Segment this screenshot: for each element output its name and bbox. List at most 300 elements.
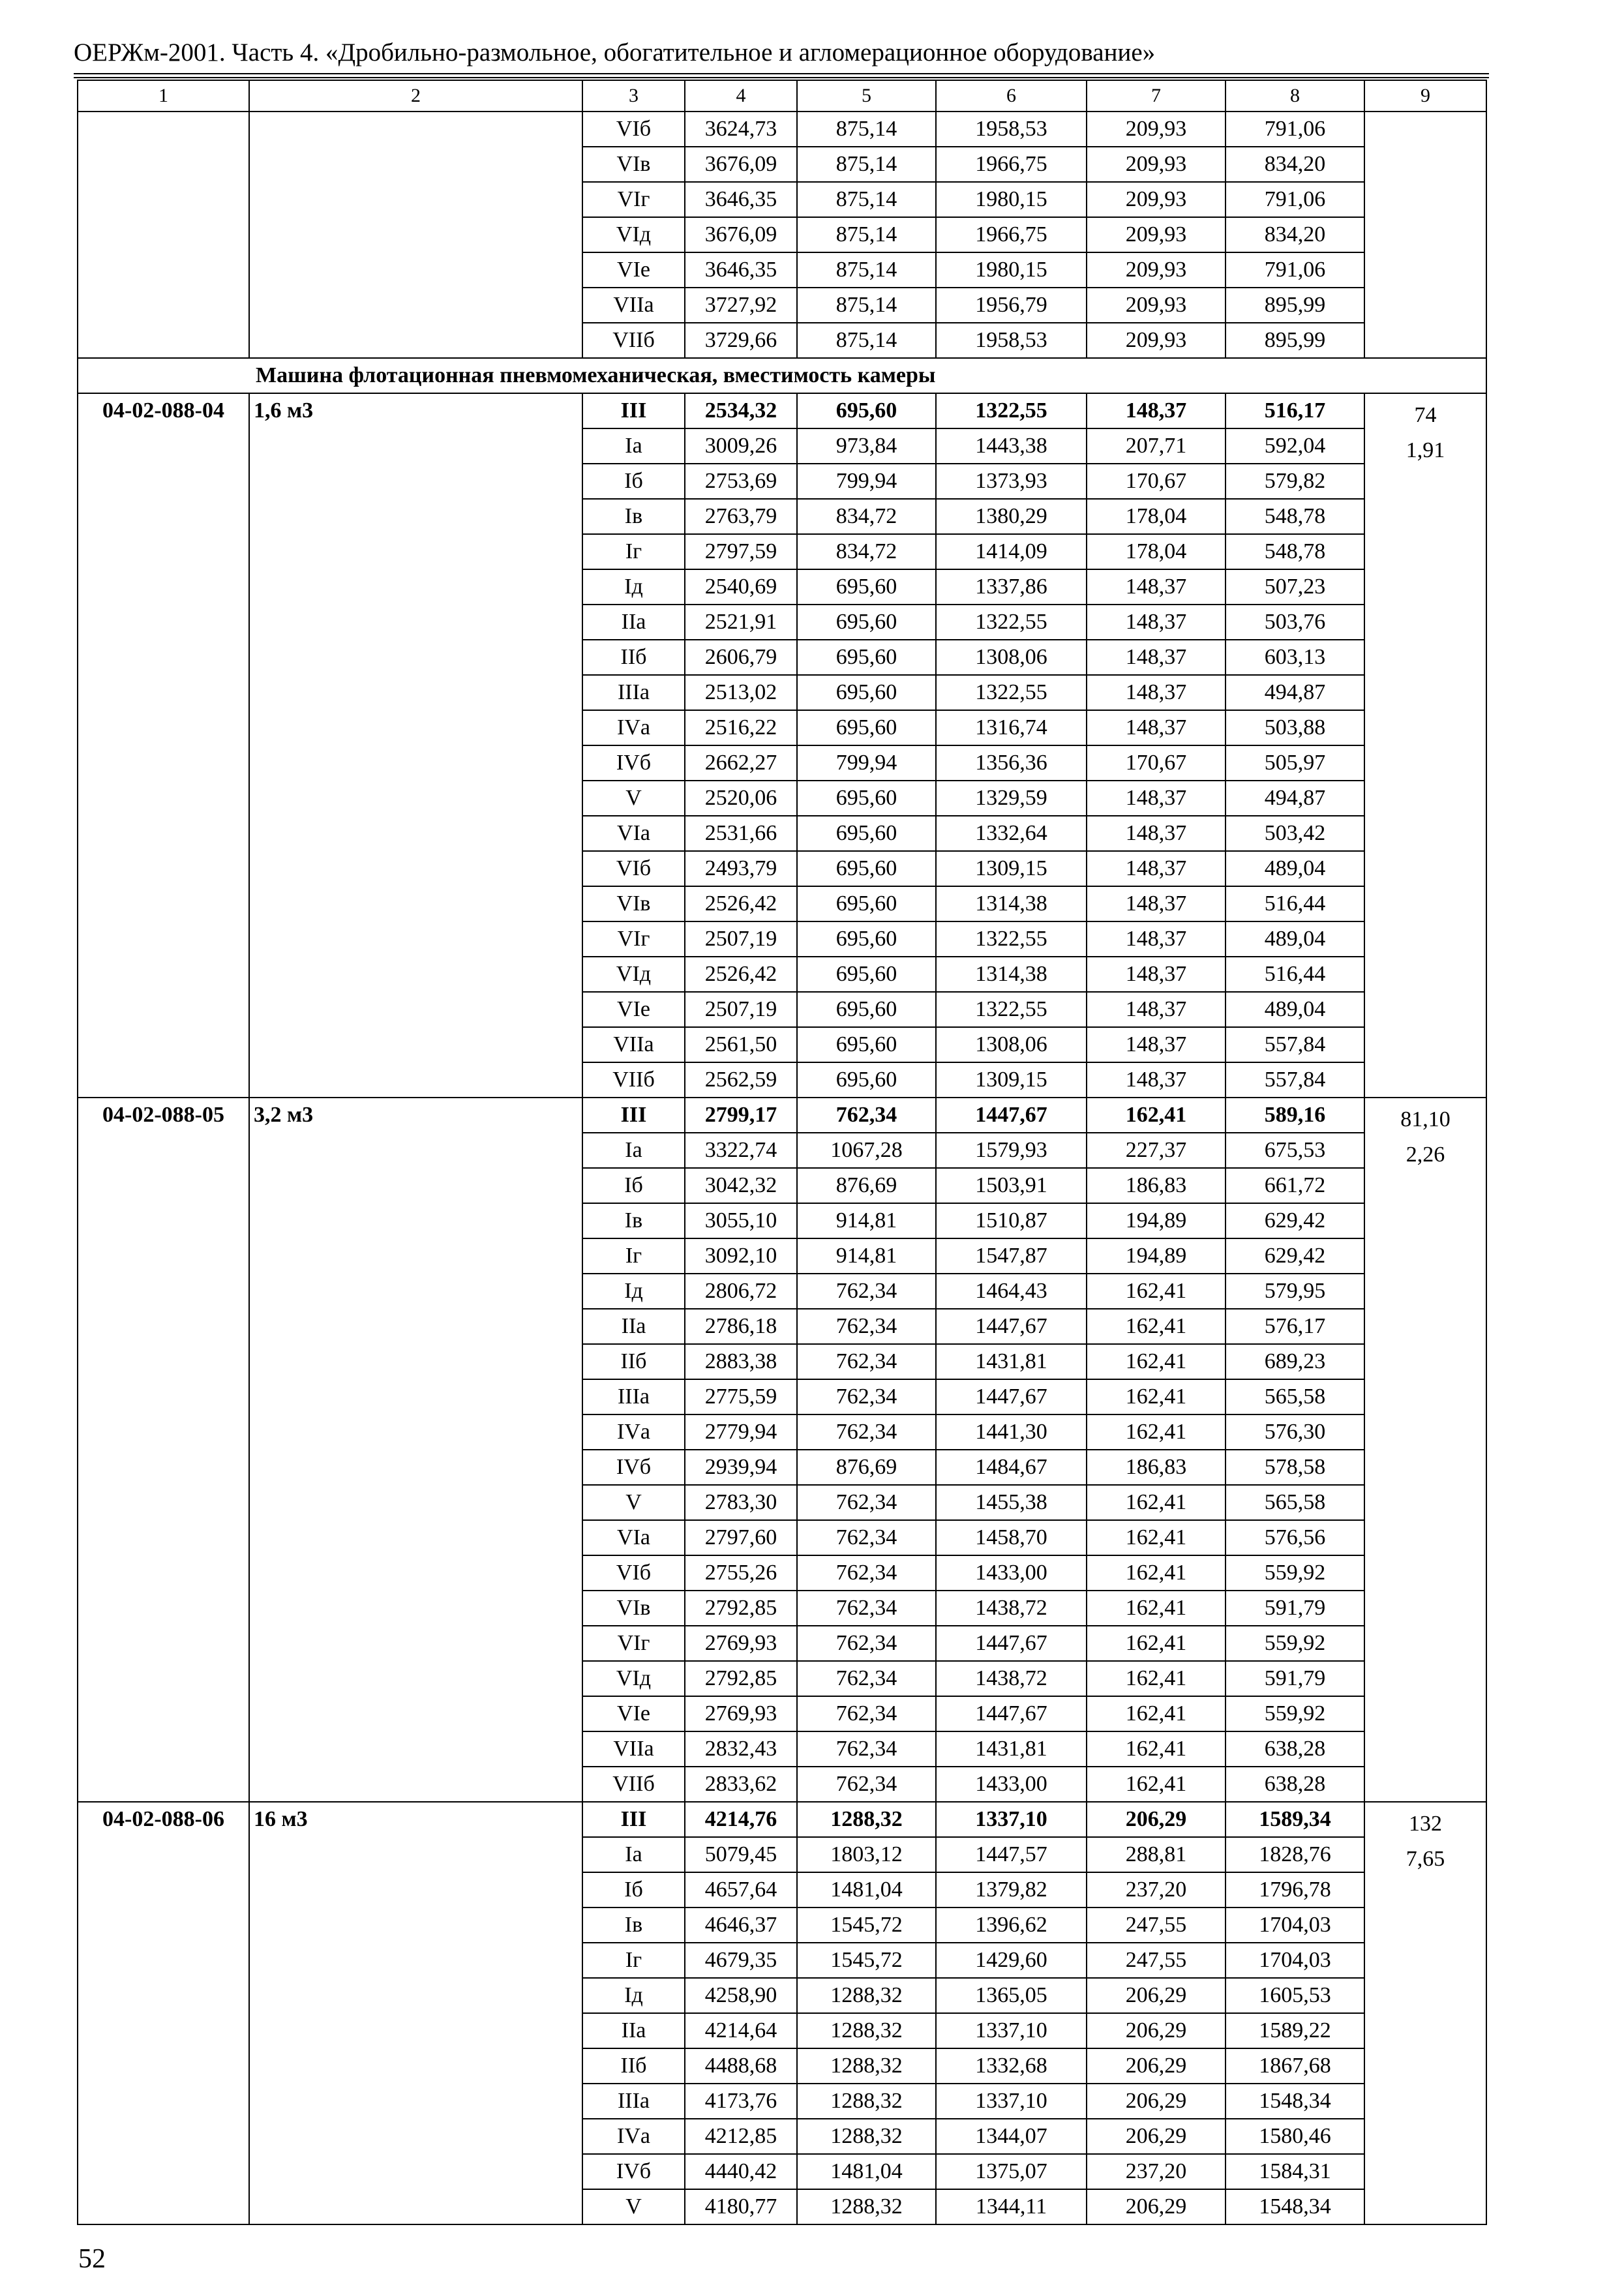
zone-cell: III [582,1098,685,1133]
code-cell: 04-02-088-04 [78,393,249,1098]
value-cell: 2806,72 [685,1274,797,1309]
value-cell: 148,37 [1087,816,1226,851]
value-cell: 507,23 [1226,569,1364,605]
zone-cell: V [582,2189,685,2224]
value-cell: 1288,32 [797,1978,936,2013]
value-cell: 489,04 [1226,851,1364,886]
value-cell: 4212,85 [685,2119,797,2154]
value-cell: 565,58 [1226,1379,1364,1414]
description-cell: 1,6 м3 [249,393,582,1098]
value-cell: 209,93 [1087,217,1226,252]
zone-cell: Iд [582,1274,685,1309]
value-cell: 557,84 [1226,1062,1364,1098]
value-cell: 1548,34 [1226,2189,1364,2224]
value-cell: 2662,27 [685,745,797,781]
note-cell [1364,1098,1486,1802]
value-cell: 4258,90 [685,1978,797,2013]
value-cell: 503,42 [1226,816,1364,851]
value-cell: 162,41 [1087,1274,1226,1309]
value-cell: 1548,34 [1226,2084,1364,2119]
value-cell: 1441,30 [936,1414,1087,1450]
zone-cell: Iв [582,1908,685,1943]
value-cell: 162,41 [1087,1379,1226,1414]
value-cell: 762,34 [797,1626,936,1661]
value-cell: 162,41 [1087,1591,1226,1626]
value-cell: 178,04 [1087,534,1226,569]
zone-cell: Iг [582,1943,685,1978]
zone-cell: Iб [582,464,685,499]
value-cell: 695,60 [797,640,936,675]
table-row [78,393,1486,428]
value-cell: 162,41 [1087,1309,1226,1344]
page-number: 52 [78,2244,106,2274]
value-cell: 1438,72 [936,1591,1087,1626]
zone-cell: IIб [582,2048,685,2084]
zone-cell: VIг [582,921,685,957]
value-cell: 2755,26 [685,1555,797,1591]
value-cell: 695,60 [797,886,936,921]
value-cell: 1329,59 [936,781,1087,816]
value-cell: 834,72 [797,499,936,534]
table-row [78,1098,1486,1133]
value-cell: 237,20 [1087,2154,1226,2189]
value-cell: 762,34 [797,1098,936,1133]
value-cell: 162,41 [1087,1485,1226,1520]
value-cell: 1980,15 [936,182,1087,217]
value-cell: 206,29 [1087,2084,1226,2119]
zone-cell: Iа [582,428,685,464]
value-cell: 1481,04 [797,2154,936,2189]
value-cell: 1337,10 [936,2013,1087,2048]
value-cell: 591,79 [1226,1591,1364,1626]
value-cell: 695,60 [797,921,936,957]
value-cell: 503,76 [1226,605,1364,640]
value-cell: 1867,68 [1226,2048,1364,2084]
note-value: 81,10 [1400,1107,1451,1131]
value-cell: 1322,55 [936,605,1087,640]
value-cell: 875,14 [797,182,936,217]
value-cell: 3092,10 [685,1238,797,1274]
value-cell: 1503,91 [936,1168,1087,1203]
value-cell: 148,37 [1087,710,1226,745]
value-cell: 762,34 [797,1731,936,1767]
value-cell: 1365,05 [936,1978,1087,2013]
value-cell: 2516,22 [685,710,797,745]
value-cell: 1375,07 [936,2154,1087,2189]
zone-cell: IVа [582,710,685,745]
value-cell: 209,93 [1087,147,1226,182]
value-cell: 3322,74 [685,1133,797,1168]
zone-cell: IIб [582,640,685,675]
value-cell: 695,60 [797,816,936,851]
value-cell: 4657,64 [685,1872,797,1908]
value-cell: 1337,86 [936,569,1087,605]
value-cell: 591,79 [1226,1661,1364,1696]
value-cell: 1322,55 [936,675,1087,710]
value-cell: 1956,79 [936,288,1087,323]
value-cell: 1484,67 [936,1450,1087,1485]
value-cell: 1828,76 [1226,1837,1364,1872]
value-cell: 162,41 [1087,1344,1226,1379]
value-cell: 1309,15 [936,1062,1087,1098]
page-header: ОЕРЖм-2001. Часть 4. «Дробильно-размольное, обогатительное и агломерационное оборудование» [74,38,1156,67]
value-cell: 247,55 [1087,1908,1226,1943]
value-cell: 762,34 [797,1274,936,1309]
code-cell: 04-02-088-06 [78,1802,249,2224]
value-cell: 1332,64 [936,816,1087,851]
value-cell: 559,92 [1226,1696,1364,1731]
value-cell: 162,41 [1087,1731,1226,1767]
column-number: 2 [249,80,582,112]
value-cell: 589,16 [1226,1098,1364,1133]
value-cell: 1379,82 [936,1872,1087,1908]
value-cell: 1579,93 [936,1133,1087,1168]
value-cell: 1580,46 [1226,2119,1364,2154]
value-cell: 148,37 [1087,605,1226,640]
value-cell: 1458,70 [936,1520,1087,1555]
value-cell: 875,14 [797,112,936,147]
value-cell: 1433,00 [936,1555,1087,1591]
column-number: 6 [936,80,1087,112]
value-cell: 1288,32 [797,2119,936,2154]
value-cell: 592,04 [1226,428,1364,464]
zone-cell: VIIб [582,1062,685,1098]
value-cell: 603,13 [1226,640,1364,675]
value-cell: 206,29 [1087,2013,1226,2048]
value-cell: 162,41 [1087,1696,1226,1731]
value-cell: 3009,26 [685,428,797,464]
value-cell: 1438,72 [936,1661,1087,1696]
column-number: 8 [1226,80,1364,112]
value-cell: 1966,75 [936,147,1087,182]
value-cell: 148,37 [1087,1062,1226,1098]
zone-cell: VIг [582,1626,685,1661]
value-cell: 2606,79 [685,640,797,675]
value-cell: 209,93 [1087,252,1226,288]
header-rule [74,73,1489,74]
value-cell: 489,04 [1226,992,1364,1027]
value-cell: 4679,35 [685,1943,797,1978]
value-cell: 895,99 [1226,288,1364,323]
value-cell: 762,34 [797,1344,936,1379]
value-cell: 4214,64 [685,2013,797,2048]
value-cell: 675,53 [1226,1133,1364,1168]
value-cell: 1447,67 [936,1696,1087,1731]
value-cell: 578,58 [1226,1450,1364,1485]
value-cell: 579,82 [1226,464,1364,499]
zone-cell: VIб [582,851,685,886]
value-cell: 695,60 [797,605,936,640]
zone-cell: VIе [582,992,685,1027]
value-cell: 1332,68 [936,2048,1087,2084]
value-cell: 2786,18 [685,1309,797,1344]
value-cell: 876,69 [797,1168,936,1203]
value-cell: 695,60 [797,957,936,992]
zone-cell: Iб [582,1872,685,1908]
value-cell: 1356,36 [936,745,1087,781]
zone-cell: VIIб [582,1767,685,1802]
zone-cell: Iв [582,499,685,534]
value-cell: 2507,19 [685,992,797,1027]
value-cell: 148,37 [1087,992,1226,1027]
value-cell: 1431,81 [936,1344,1087,1379]
section-row [78,358,1486,393]
value-cell: 162,41 [1087,1414,1226,1450]
value-cell: 1443,38 [936,428,1087,464]
value-cell: 2513,02 [685,675,797,710]
value-cell: 489,04 [1226,921,1364,957]
note-value: 7,65 [1406,1847,1445,1871]
value-cell: 762,34 [797,1520,936,1555]
value-cell: 1447,67 [936,1098,1087,1133]
value-cell: 559,92 [1226,1626,1364,1661]
value-cell: 1429,60 [936,1943,1087,1978]
value-cell: 227,37 [1087,1133,1226,1168]
value-cell: 2521,91 [685,605,797,640]
zone-cell: VIд [582,217,685,252]
value-cell: 1322,55 [936,992,1087,1027]
value-cell: 689,23 [1226,1344,1364,1379]
value-cell: 148,37 [1087,1027,1226,1062]
value-cell: 2799,17 [685,1098,797,1133]
value-cell: 1288,32 [797,1802,936,1837]
value-cell: 2561,50 [685,1027,797,1062]
value-cell: 1316,74 [936,710,1087,745]
value-cell: 1447,67 [936,1626,1087,1661]
note-cell [1364,393,1486,1098]
value-cell: 148,37 [1087,921,1226,957]
value-cell: 2769,93 [685,1696,797,1731]
value-cell: 834,20 [1226,217,1364,252]
value-cell: 895,99 [1226,323,1364,358]
value-cell: 762,34 [797,1767,936,1802]
value-cell: 629,42 [1226,1238,1364,1274]
value-cell: 3646,35 [685,182,797,217]
value-cell: 148,37 [1087,886,1226,921]
value-cell: 1547,87 [936,1238,1087,1274]
value-cell: 1447,57 [936,1837,1087,1872]
value-cell: 194,89 [1087,1203,1226,1238]
value-cell: 791,06 [1226,112,1364,147]
value-cell: 695,60 [797,675,936,710]
zone-cell: IIб [582,1344,685,1379]
value-cell: 629,42 [1226,1203,1364,1238]
value-cell: 579,95 [1226,1274,1364,1309]
zone-cell: IIа [582,1309,685,1344]
value-cell: 1308,06 [936,1027,1087,1062]
value-cell: 2792,85 [685,1591,797,1626]
value-cell: 1396,62 [936,1908,1087,1943]
value-cell: 661,72 [1226,1168,1364,1203]
value-cell: 206,29 [1087,2048,1226,2084]
zone-cell: IVб [582,745,685,781]
value-cell: 834,72 [797,534,936,569]
value-cell: 1309,15 [936,851,1087,886]
value-cell: 206,29 [1087,2189,1226,2224]
zone-cell: III [582,1802,685,1837]
zone-cell: IIа [582,2013,685,2048]
note-cell [1364,112,1486,358]
zone-cell: VIIа [582,1027,685,1062]
value-cell: 1796,78 [1226,1872,1364,1908]
value-cell: 3042,32 [685,1168,797,1203]
value-cell: 2562,59 [685,1062,797,1098]
value-cell: 762,34 [797,1414,936,1450]
code-cell: 04-02-088-05 [78,1098,249,1802]
column-number: 9 [1364,80,1486,112]
value-cell: 2775,59 [685,1379,797,1414]
value-cell: 1704,03 [1226,1908,1364,1943]
value-cell: 876,69 [797,1450,936,1485]
value-cell: 1464,43 [936,1274,1087,1309]
value-cell: 148,37 [1087,640,1226,675]
value-cell: 875,14 [797,217,936,252]
value-cell: 559,92 [1226,1555,1364,1591]
value-cell: 2769,93 [685,1626,797,1661]
note-value: 1,91 [1406,438,1445,462]
value-cell: 762,34 [797,1591,936,1626]
value-cell: 762,34 [797,1485,936,1520]
value-cell: 576,30 [1226,1414,1364,1450]
value-cell: 4180,77 [685,2189,797,2224]
zone-cell: Iг [582,534,685,569]
value-cell: 247,55 [1087,1943,1226,1978]
value-cell: 3676,09 [685,217,797,252]
value-cell: 2526,42 [685,886,797,921]
value-cell: 791,06 [1226,182,1364,217]
value-cell: 162,41 [1087,1767,1226,1802]
column-number: 1 [78,80,249,112]
value-cell: 2883,38 [685,1344,797,1379]
value-cell: 5079,45 [685,1837,797,1872]
value-cell: 762,34 [797,1696,936,1731]
zone-cell: VIд [582,1661,685,1696]
value-cell: 1545,72 [797,1943,936,1978]
value-cell: 3727,92 [685,288,797,323]
value-cell: 576,56 [1226,1520,1364,1555]
value-cell: 2763,79 [685,499,797,534]
value-cell: 2520,06 [685,781,797,816]
value-cell: 1958,53 [936,323,1087,358]
value-cell: 494,87 [1226,781,1364,816]
value-cell: 516,44 [1226,886,1364,921]
value-cell: 148,37 [1087,781,1226,816]
value-cell: 762,34 [797,1379,936,1414]
value-cell: 914,81 [797,1238,936,1274]
value-cell: 1344,11 [936,2189,1087,2224]
column-number: 4 [685,80,797,112]
value-cell: 875,14 [797,147,936,182]
value-cell: 170,67 [1087,745,1226,781]
value-cell: 1414,09 [936,534,1087,569]
description-cell: 16 м3 [249,1802,582,2224]
zone-cell: IIIа [582,675,685,710]
zone-cell: VIIа [582,1731,685,1767]
value-cell: 516,44 [1226,957,1364,992]
value-cell: 2753,69 [685,464,797,499]
zone-cell: VIб [582,112,685,147]
value-cell: 638,28 [1226,1731,1364,1767]
value-cell: 2540,69 [685,569,797,605]
value-cell: 209,93 [1087,288,1226,323]
value-cell: 170,67 [1087,464,1226,499]
value-cell: 914,81 [797,1203,936,1238]
value-cell: 194,89 [1087,1238,1226,1274]
table-row [78,1802,1486,1837]
section-title: Машина флотационная пневмомеханическая, вместимость камеры [78,358,1486,393]
column-number: 5 [797,80,936,112]
value-cell: 2531,66 [685,816,797,851]
table-body [78,80,1486,2224]
value-cell: 206,29 [1087,1978,1226,2013]
value-cell: 209,93 [1087,323,1226,358]
value-cell: 2832,43 [685,1731,797,1767]
value-cell: 503,88 [1226,710,1364,745]
value-cell: 2797,60 [685,1520,797,1555]
value-cell: 4646,37 [685,1908,797,1943]
value-cell: 1314,38 [936,957,1087,992]
value-cell: 2779,94 [685,1414,797,1450]
zone-cell: VIв [582,147,685,182]
value-cell: 237,20 [1087,1872,1226,1908]
value-cell: 1584,31 [1226,2154,1364,2189]
zone-cell: Iа [582,1133,685,1168]
value-cell: 1380,29 [936,499,1087,534]
value-cell: 799,94 [797,745,936,781]
value-cell: 186,83 [1087,1450,1226,1485]
zone-cell: VIе [582,1696,685,1731]
value-cell: 695,60 [797,393,936,428]
zone-cell: VIа [582,816,685,851]
value-cell: 148,37 [1087,569,1226,605]
value-cell: 1337,10 [936,1802,1087,1837]
value-cell: 1605,53 [1226,1978,1364,2013]
value-cell: 638,28 [1226,1767,1364,1802]
value-cell: 4440,42 [685,2154,797,2189]
value-cell: 695,60 [797,1027,936,1062]
value-cell: 3729,66 [685,323,797,358]
value-cell: 516,17 [1226,393,1364,428]
value-cell: 695,60 [797,992,936,1027]
value-cell: 148,37 [1087,393,1226,428]
zone-cell: V [582,781,685,816]
value-cell: 162,41 [1087,1661,1226,1696]
zone-cell: Iб [582,1168,685,1203]
value-cell: 2797,59 [685,534,797,569]
zone-cell: IVа [582,1414,685,1450]
value-cell: 1803,12 [797,1837,936,1872]
zone-cell: VIб [582,1555,685,1591]
note-value: 74 [1414,403,1437,427]
value-cell: 1067,28 [797,1133,936,1168]
value-cell: 548,78 [1226,499,1364,534]
zone-cell: Iд [582,1978,685,2013]
value-cell: 3055,10 [685,1203,797,1238]
value-cell: 695,60 [797,710,936,745]
value-cell: 4488,68 [685,2048,797,2084]
value-cell: 1589,34 [1226,1802,1364,1837]
value-cell: 1337,10 [936,2084,1087,2119]
value-cell: 148,37 [1087,675,1226,710]
value-cell: 875,14 [797,323,936,358]
zone-cell: IIа [582,605,685,640]
value-cell: 1589,22 [1226,2013,1364,2048]
value-cell: 178,04 [1087,499,1226,534]
description-cell: 3,2 м3 [249,1098,582,1802]
value-cell: 875,14 [797,288,936,323]
zone-cell: VIг [582,182,685,217]
value-cell: 2939,94 [685,1450,797,1485]
